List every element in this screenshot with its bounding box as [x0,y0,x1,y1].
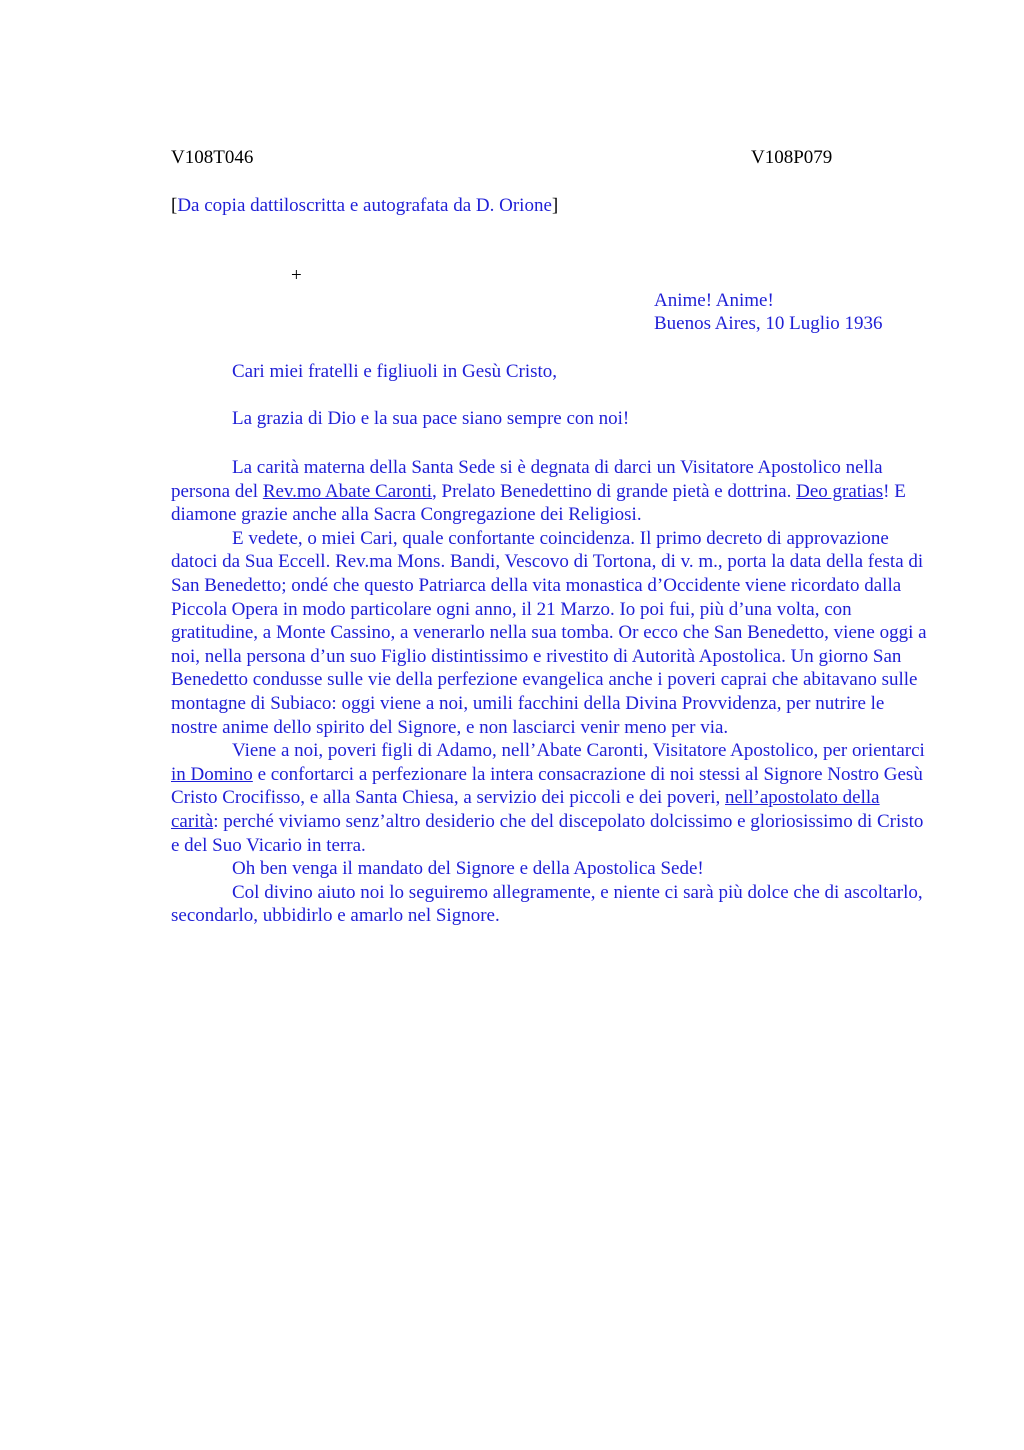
paragraph-3-text-b: e confortarci a perfezionare la intera consacrazione di noi stessi al Signore Nostro Gesù Cristo Crocifisso, e alla Santa Chiesa, a servizio dei piccoli e dei poveri, [171,763,923,809]
paragraph-1-text-b: , Prelato Benedettino di grande pietà e dottrina. [432,480,797,502]
paragraph-3 [171,739,931,857]
source-note [171,195,558,217]
salutation: Cari miei fratelli e figliuoli in Gesù Cristo, [232,361,558,382]
dateline-motto: Anime! Anime! [654,290,774,311]
paragraph-3-text-a: Viene a noi, poveri figli di Adamo, nell’Abate Caronti, Visitatore Apostolico, per orientarci [232,740,925,762]
cross-symbol: + [291,265,302,286]
paragraph-1-text-c: ! E diamone grazie anche alla Sacra Congregazione dei Religiosi. [171,480,906,526]
greeting: La grazia di Dio e la sua pace siano sempre con noi! [232,408,630,429]
paragraph-1-text-a: La carità materna della Santa Sede si è degnata di darci un Visitatore Apostolico nella persona del [171,457,883,502]
link-deo-gratias[interactable]: Deo gratias [796,480,884,502]
paragraph-2: E vedete, o miei Cari, quale confortante coincidenza. Il primo decreto di approvazione datoci da Sua Eccell. Rev.ma Mons. Bandi, Vescovo di Tortona, di v. m., porta la data della festa di San Benedetto; ondé che questo Patriarca della vita monastica d’Occidente viene ricordato dalla Piccola Opera in modo particolare ogni anno, il 21 Marzo. Io poi fui, più d’una volta, con gratitudine, a Monte Cassino, a venerarlo nella sua tomba. Or ecco che San Benedetto, viene oggi a noi, nella persona d’un suo Figlio distintissimo e rivestito di Autorità Apostolica. Un giorno San Benedetto condusse sulle vie della perfezione evangelica anche i poveri caprai che abitavano sulle montagne di Subiaco: oggi viene a noi, umili facchini della Divina Provvidenza, per nutrire le nostre anime dello spirito del Signore, e non lasciarci venir meno per via. [171,527,927,738]
paragraph-4: Oh ben venga il mandato del Signore e della Apostolica Sede! [232,858,704,880]
document-code-left: V108T046 [171,147,254,168]
link-abate-caronti[interactable]: Rev.mo Abate Caronti [262,480,433,502]
document-code-right: V108P079 [751,147,833,168]
source-note-text: Da copia dattiloscritta e autografata da D. Orione [177,195,552,216]
dateline-place-date: Buenos Aires, 10 Luglio 1936 [654,313,883,334]
paragraph-3-text-c: : perché viviamo senz’altro desiderio che del discepolato dolcissimo e gloriosissimo di Cristo e del Suo Vicario in terra. [171,810,924,856]
paragraph-1 [171,456,931,527]
letter-body [171,456,931,928]
paragraph-5: Col divino aiuto noi lo seguiremo allegramente, e niente ci sarà più dolce che di ascoltarlo, secondarlo, ubbidirlo e amarlo nel Signore. [171,881,923,927]
link-in-domino[interactable]: in Domino [171,763,253,785]
link-apostolato-carita[interactable]: nell’apostolato della carità [171,787,880,832]
source-bracket-close: ] [551,195,559,216]
source-bracket-open: [ [171,195,178,216]
